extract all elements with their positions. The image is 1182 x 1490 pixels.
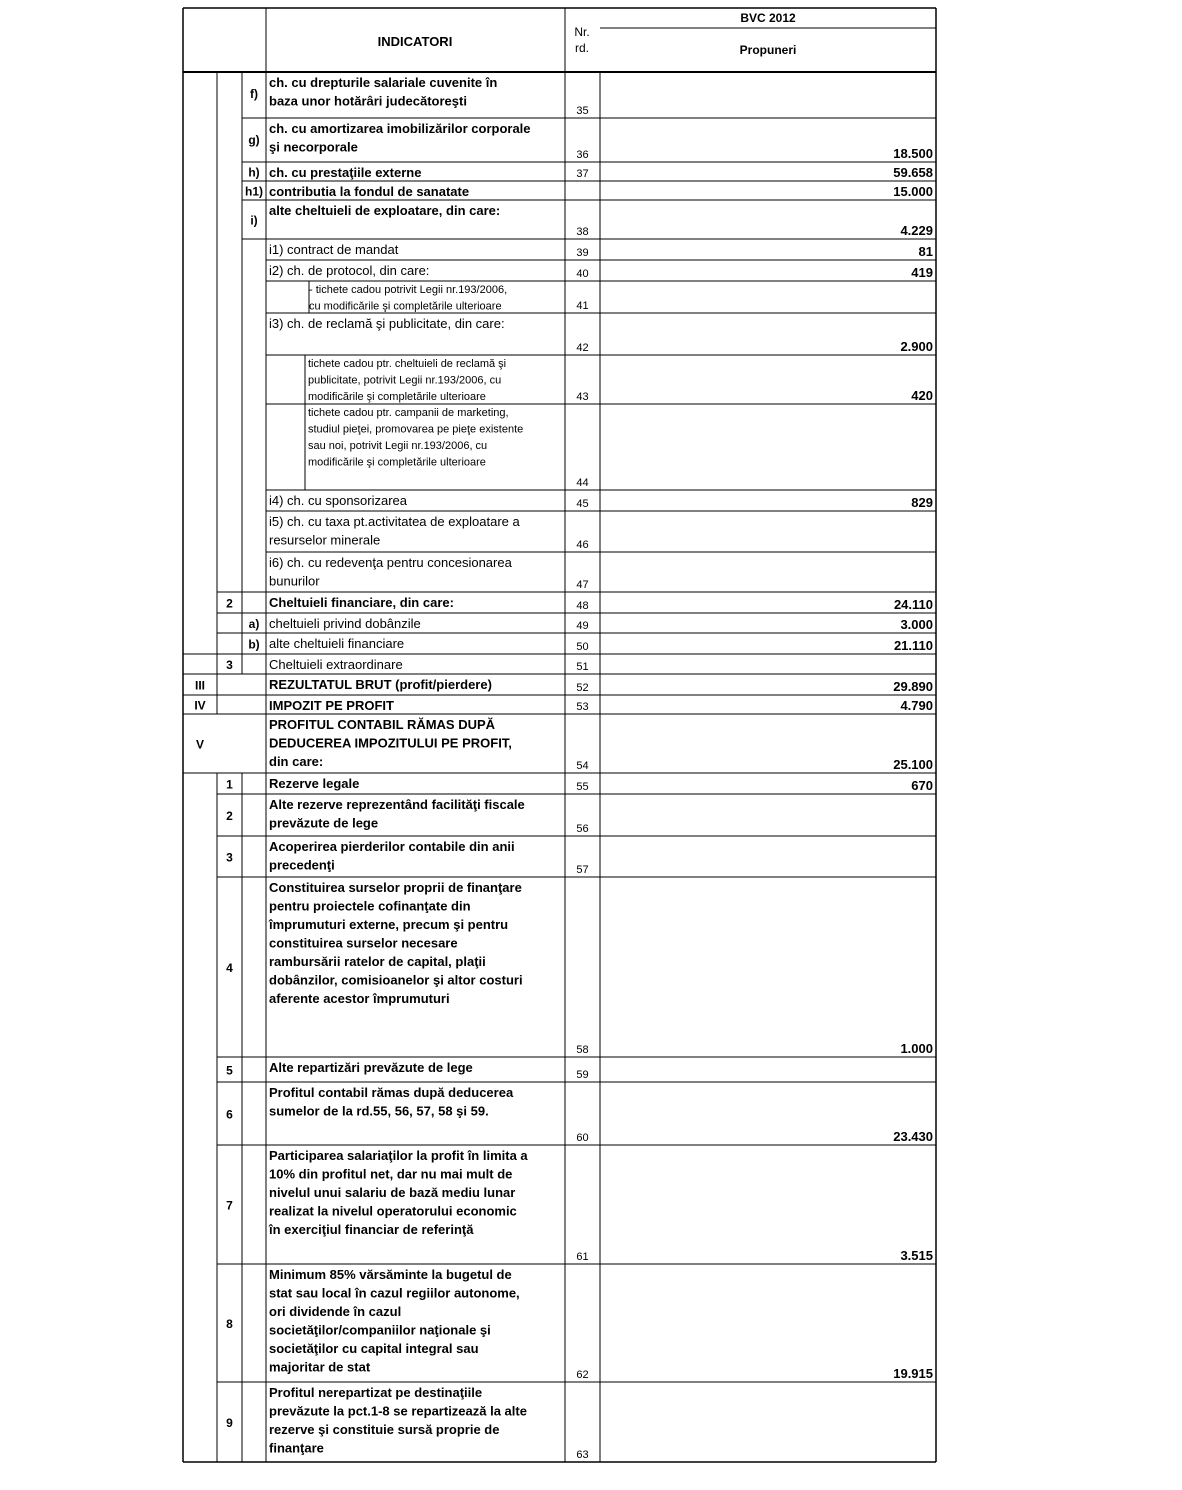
row-nr: 62 — [576, 1369, 589, 1381]
indicator-text: Alte repartizări prevăzute de lege — [269, 1060, 473, 1075]
row-value: 59.658 — [893, 165, 933, 180]
indicator-text: i3) ch. de reclamă şi publicitate, din care: — [269, 316, 505, 331]
indicator-text: ch. cu drepturile salariale cuvenite în — [269, 75, 498, 90]
indicator-text: cheltuieli privind dobânzile — [269, 616, 421, 631]
row-number: 8 — [226, 1317, 233, 1331]
row-nr: 50 — [576, 641, 589, 653]
indicator-text: baza unor hotărâri judecătoreşti — [269, 93, 467, 109]
indicator-text: resurselor minerale — [269, 532, 381, 548]
indicator-text: ch. cu prestaţiile externe — [269, 165, 422, 180]
indicator-text: pentru proiectele cofinanţate din — [269, 898, 471, 914]
table-header — [378, 11, 797, 57]
indicator-text: nivelul unui salariu de bază mediu lunar — [269, 1185, 516, 1200]
row-letter: h) — [248, 165, 260, 180]
row-letter: f) — [250, 87, 258, 101]
row-letter: h1) — [245, 184, 263, 199]
indicator-text: modificările şi completările ulterioare — [308, 456, 486, 469]
indicator-text: i1) contract de mandat — [269, 242, 399, 257]
indicator-text: i5) ch. cu taxa pt.activitatea de exploatare a — [269, 514, 520, 529]
indicator-text: constituirea surselor necesare — [269, 935, 458, 951]
indicator-text: i2) ch. de protocol, din care: — [269, 263, 430, 278]
row-value: 670 — [911, 778, 933, 793]
indicator-text: aferente acestor împrumuturi — [269, 991, 450, 1006]
row-number: 7 — [226, 1198, 233, 1213]
indicator-text: - tichete cadou potrivit Legii nr.193/2006, — [309, 284, 508, 296]
indicator-text: tichete cadou ptr. cheltuieli de reclamă şi — [308, 358, 507, 370]
indicator-text: sau noi, potrivit Legii nr.193/2006, cu — [308, 440, 488, 452]
indicator-text: Minimum 85% vărsăminte la bugetul de — [269, 1267, 512, 1282]
row-number: 9 — [226, 1416, 233, 1430]
indicator-text: sumelor de la rd.55, 56, 57, 58 şi 59. — [269, 1103, 489, 1119]
row-nr: 61 — [576, 1251, 589, 1263]
row-value: 3.000 — [900, 617, 933, 632]
row-number: 5 — [226, 1063, 233, 1078]
indicator-text: societăţilor cu capital integral sau — [269, 1341, 479, 1356]
indicator-text: i4) ch. cu sponsorizarea — [269, 493, 408, 508]
row-nr: 43 — [576, 391, 589, 403]
indicator-text: REZULTATUL BRUT (profit/pierdere) — [269, 677, 492, 692]
row-nr: 42 — [576, 342, 589, 354]
header-indicatori: INDICATORI — [377, 34, 453, 49]
row-nr: 46 — [576, 539, 589, 551]
row-value: 81 — [918, 244, 933, 259]
indicator-text: societăţilor/companiilor naţionale şi — [269, 1322, 491, 1338]
indicator-text: rambursării ratelor de capital, plaţii — [269, 954, 486, 969]
row-value: 4.790 — [900, 698, 933, 713]
indicator-text: DEDUCEREA IMPOZITULUI PE PROFIT, — [269, 735, 512, 751]
indicator-text: majoritar de stat — [269, 1359, 371, 1375]
indicator-text: prevăzute de lege — [269, 815, 379, 831]
row-letter: g) — [248, 133, 260, 147]
indicator-text: Constituirea surselor proprii de finanţare — [269, 880, 522, 895]
row-value: 15.000 — [893, 184, 933, 199]
header-bvc: BVC 2012 — [740, 11, 796, 25]
indicator-text: şi necorporale — [269, 139, 358, 155]
row-number: 1 — [226, 777, 233, 792]
row-letter: a) — [248, 617, 260, 631]
row-value: 18.500 — [893, 146, 933, 161]
indicator-text: precedenţi — [269, 857, 335, 873]
row-number: 3 — [226, 850, 233, 865]
row-nr: 38 — [576, 226, 589, 238]
row-number: 2 — [226, 809, 233, 823]
indicator-text: ori dividende în cazul — [269, 1304, 402, 1319]
indicator-text: realizat la nivelul operatorului economic — [269, 1203, 517, 1219]
row-letter: b) — [248, 637, 260, 652]
row-value: 419 — [911, 265, 933, 280]
row-value: 23.430 — [893, 1129, 933, 1144]
indicator-text: studiul pieţei, promovarea pe pieţe existente — [308, 423, 524, 436]
header-nr: Nr. — [574, 25, 590, 39]
row-roman-numeral: IV — [194, 698, 206, 713]
indicator-text: Rezerve legale — [269, 776, 360, 791]
indicator-text: în exerciţiul financiar de referinţă — [269, 1222, 474, 1237]
indicator-text: tichete cadou ptr. campanii de marketing, — [308, 407, 509, 419]
indicator-text: Participarea salariaţilor la profit în limita a — [269, 1148, 528, 1163]
row-value: 24.110 — [893, 597, 933, 612]
row-nr: 44 — [576, 477, 589, 489]
indicator-text: alte cheltuieli de exploatare, din care: — [269, 203, 501, 218]
indicator-text: IMPOZIT PE PROFIT — [269, 698, 394, 713]
row-value: 21.110 — [893, 638, 933, 653]
row-nr: 40 — [576, 268, 589, 280]
row-nr: 41 — [576, 300, 589, 312]
row-nr: 57 — [576, 864, 589, 876]
row-value: 2.900 — [900, 339, 933, 354]
indicator-text: Acoperirea pierderilor contabile din anii — [269, 839, 515, 854]
row-number: 3 — [226, 658, 233, 672]
row-nr: 55 — [576, 781, 589, 793]
row-number: 4 — [226, 961, 233, 975]
indicator-text: Alte rezerve reprezentând facilităţi fiscale — [269, 797, 525, 812]
row-nr: 56 — [576, 823, 589, 835]
row-nr: 51 — [576, 661, 589, 673]
indicator-text: Profitul contabil rămas după deducerea — [269, 1085, 514, 1100]
indicator-text: PROFITUL CONTABIL RĂMAS DUPĂ — [269, 717, 496, 732]
header-propuneri: Propuneri — [739, 43, 797, 57]
row-nr: 45 — [576, 498, 589, 510]
indicator-text: bunurilor — [269, 573, 320, 589]
row-nr: 58 — [576, 1044, 589, 1056]
indicator-text: prevăzute la pct.1-8 se repartizează la alte — [269, 1403, 527, 1419]
indicator-text: publicitate, potrivit Legii nr.193/2006, cu — [308, 374, 502, 387]
row-nr: 59 — [576, 1069, 589, 1081]
indicator-text: dobânzilor, comisioanelor şi altor costuri — [269, 972, 523, 988]
row-value: 3.515 — [900, 1248, 933, 1263]
indicator-text: Cheltuieli extraordinare — [269, 657, 403, 672]
indicator-text: finanţare — [269, 1440, 324, 1456]
row-number: 2 — [226, 596, 233, 611]
indicator-text: alte cheltuieli financiare — [269, 636, 405, 651]
row-nr: 60 — [576, 1132, 589, 1144]
indicator-text: Profitul nerepartizat pe destinaţiile — [269, 1385, 483, 1400]
indicator-text: rezerve şi constituie sursă proprie de — [269, 1422, 500, 1437]
indicator-text: împrumuturi externe, precum şi pentru — [269, 917, 509, 932]
row-nr: 48 — [576, 600, 589, 612]
row-value: 4.229 — [900, 223, 933, 238]
row-nr: 35 — [576, 105, 589, 117]
row-value: 25.100 — [893, 757, 933, 772]
table-body — [194, 75, 933, 1461]
row-nr: 37 — [576, 168, 589, 180]
header-rd: rd. — [574, 41, 590, 55]
row-nr: 52 — [576, 682, 589, 694]
row-value: 29.890 — [893, 679, 933, 694]
indicator-text: din care: — [269, 754, 324, 769]
row-nr: 47 — [576, 579, 589, 591]
row-roman-numeral: V — [195, 737, 205, 752]
row-letter: i) — [250, 213, 258, 228]
indicator-text: ch. cu amortizarea imobilizărilor corporale — [269, 121, 531, 136]
row-nr: 54 — [576, 760, 589, 772]
row-value: 19.915 — [893, 1366, 933, 1381]
row-nr: 49 — [576, 620, 589, 632]
row-number: 6 — [226, 1107, 233, 1122]
indicator-text: Cheltuieli financiare, din care: — [269, 595, 454, 610]
indicator-text: modificările şi completările ulterioare — [308, 391, 486, 403]
row-roman-numeral: III — [194, 678, 206, 693]
indicator-text: i6) ch. cu redevenţa pentru concesionarea — [269, 555, 512, 570]
row-nr: 36 — [576, 149, 589, 161]
indicator-text: cu modificările şi completările ulterioare — [309, 300, 502, 313]
row-nr: 39 — [576, 247, 589, 259]
row-nr: 63 — [576, 1449, 589, 1461]
row-value: 420 — [911, 388, 933, 403]
row-value: 829 — [911, 495, 933, 510]
row-value: 1.000 — [900, 1041, 933, 1056]
indicator-text: stat sau local în cazul regiilor autonome, — [269, 1285, 520, 1301]
indicator-text: contributia la fondul de sanatate — [269, 184, 470, 199]
indicator-text: 10% din profitul net, dar nu mai mult de — [269, 1166, 513, 1182]
row-nr: 53 — [576, 701, 589, 713]
